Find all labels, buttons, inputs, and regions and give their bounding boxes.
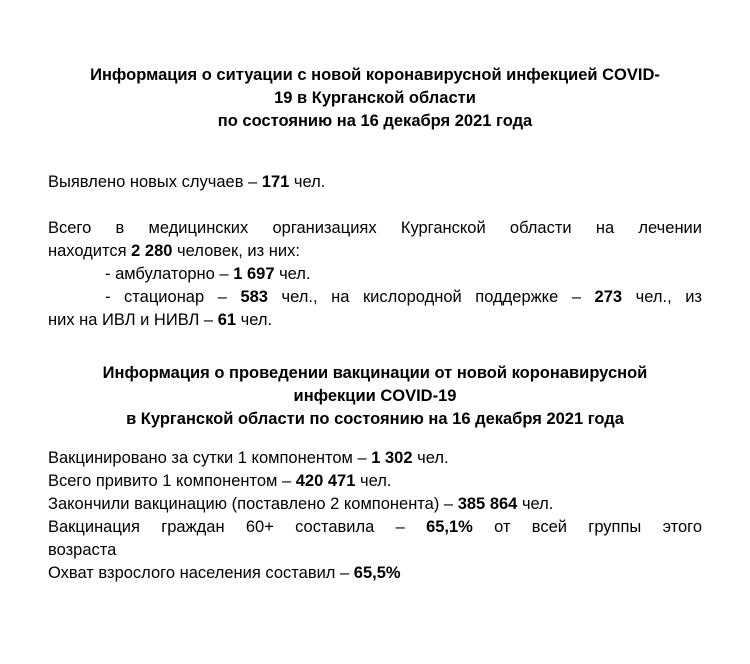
- vaccination-title-line-1: [48, 362, 702, 385]
- text-segment: чел., из: [622, 288, 702, 306]
- new-cases-value: 171: [261, 173, 290, 191]
- completed-vaccination-line: [48, 493, 702, 516]
- vaccinated-per-day-value: 1 302: [371, 449, 413, 467]
- text-segment: Охват взрослого населения составил –: [48, 564, 354, 582]
- text-segment: Информация о проведении вакцинации от новой коронавирусной: [102, 364, 648, 382]
- inpatient-line-2: [48, 309, 702, 332]
- text-segment: в Курганской области по состоянию на 16 декабря 2021 года: [126, 410, 624, 428]
- situation-title-line-2: [48, 87, 702, 110]
- vaccination-title-line-3: [48, 408, 702, 431]
- text-segment: Всего в медицинских организациях Курганской области на лечении: [48, 219, 702, 237]
- text-segment: чел.: [289, 173, 326, 191]
- text-segment: инфекции COVID-19: [293, 387, 457, 405]
- seniors-coverage-line-2: [48, 539, 702, 562]
- text-segment: Закончили вакцинацию (поставлено 2 компонента) –: [48, 495, 458, 513]
- seniors-coverage-line-1: [48, 516, 702, 539]
- text-segment: чел., на кислородной поддержке –: [267, 288, 595, 306]
- text-segment: Информация о ситуации с новой коронавирусной инфекцией COVID-: [90, 66, 660, 84]
- text-segment: чел.: [236, 311, 273, 329]
- text-segment: Всего привито 1 компонентом –: [48, 472, 296, 490]
- text-segment: по состоянию на 16 декабря 2021 года: [217, 112, 533, 130]
- text-segment: возраста: [48, 541, 117, 559]
- text-segment: Выявлено новых случаев –: [48, 173, 262, 191]
- first-component-total-value: 420 471: [295, 472, 356, 490]
- text-segment: чел.: [355, 472, 392, 490]
- text-segment: - амбулаторно –: [105, 265, 234, 283]
- inpatient-line-1: [48, 286, 702, 309]
- situation-title-line-3: [48, 110, 702, 133]
- text-segment: находится: [48, 242, 132, 260]
- text-segment: чел.: [412, 449, 449, 467]
- ventilator-value: 61: [217, 311, 237, 329]
- situation-title-line-1: [48, 64, 702, 87]
- text-segment: них на ИВЛ и НИВЛ –: [48, 311, 218, 329]
- outpatient-line: [48, 263, 702, 286]
- oxygen-support-value: 273: [594, 288, 623, 306]
- vaccination-title-line-2: [48, 385, 702, 408]
- new-cases-line: [48, 171, 702, 194]
- outpatient-value: 1 697: [233, 265, 275, 283]
- text-segment: Вакцинировано за сутки 1 компонентом –: [48, 449, 372, 467]
- text-segment: Вакцинация граждан 60+ составила –: [48, 518, 427, 536]
- in-treatment-value: 2 280: [131, 242, 173, 260]
- inpatient-value: 583: [240, 288, 268, 306]
- in-treatment-line-1: [48, 217, 702, 240]
- text-segment: чел.: [517, 495, 554, 513]
- text-segment: человек, из них:: [172, 242, 300, 260]
- text-segment: 19 в Курганской области: [274, 89, 476, 107]
- seniors-coverage-value: 65,1%: [426, 518, 473, 536]
- first-component-total-line: [48, 470, 702, 493]
- adult-coverage-line: [48, 562, 702, 585]
- text-segment: чел.: [274, 265, 311, 283]
- text-segment: от всей группы этого: [472, 518, 703, 536]
- in-treatment-line-2: [48, 240, 702, 263]
- text-segment: - стационар –: [105, 288, 241, 306]
- vaccinated-per-day-line: [48, 447, 702, 470]
- completed-vaccination-value: 385 864: [457, 495, 518, 513]
- adult-coverage-value: 65,5%: [353, 564, 401, 582]
